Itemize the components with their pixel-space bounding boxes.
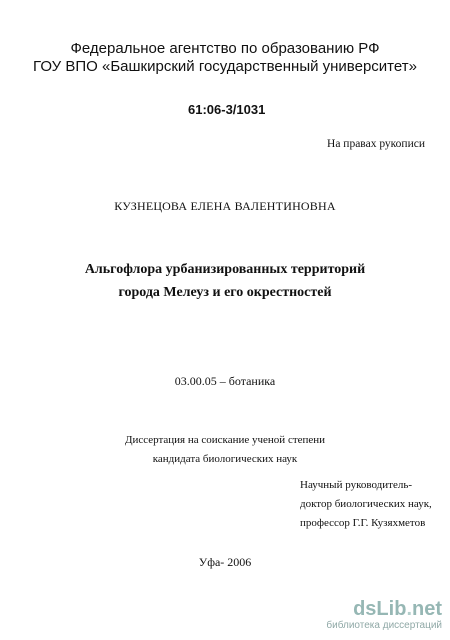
header-line-university: ГОУ ВПО «Башкирский государственный университет»	[33, 58, 417, 75]
header-agency	[0, 40, 450, 76]
degree-line-1: Диссертация на соискание ученой степени	[124, 434, 326, 446]
catalog-code: 61:06-3/1031	[188, 102, 266, 117]
title-line-2: города Мелеуз и его окрестностей	[118, 285, 332, 300]
dslib-logo	[326, 599, 442, 619]
specialty-code: 03.00.05 – ботаника	[174, 374, 276, 388]
logo-suffix: net	[412, 598, 442, 620]
logo-prefix: dsLib	[353, 598, 407, 620]
advisor-line-2: доктор биологических наук,	[300, 498, 432, 510]
dslib-watermark	[326, 599, 442, 632]
degree-statement	[0, 431, 450, 469]
header-line-agency: Федеральное агентство по образованию РФ	[70, 40, 380, 57]
author-name: КУЗНЕЦОВА ЕЛЕНА ВАЛЕНТИНОВНА	[114, 199, 336, 213]
logo-dot: .	[406, 598, 412, 620]
degree-line-2: кандидата биологических наук	[152, 453, 298, 465]
dslib-tagline: библиотека диссертаций	[326, 620, 442, 631]
dissertation-title	[0, 258, 450, 304]
title-line-1: Альгофлора урбанизированных территорий	[84, 262, 366, 277]
advisor-line-3: профессор Г.Г. Кузяхметов	[300, 517, 426, 529]
city-year: Уфа- 2006	[198, 555, 252, 569]
rights-note: На правах рукописи	[327, 138, 425, 150]
advisor-line-1: Научный руководитель-	[300, 479, 412, 491]
scientific-advisor	[300, 476, 432, 533]
